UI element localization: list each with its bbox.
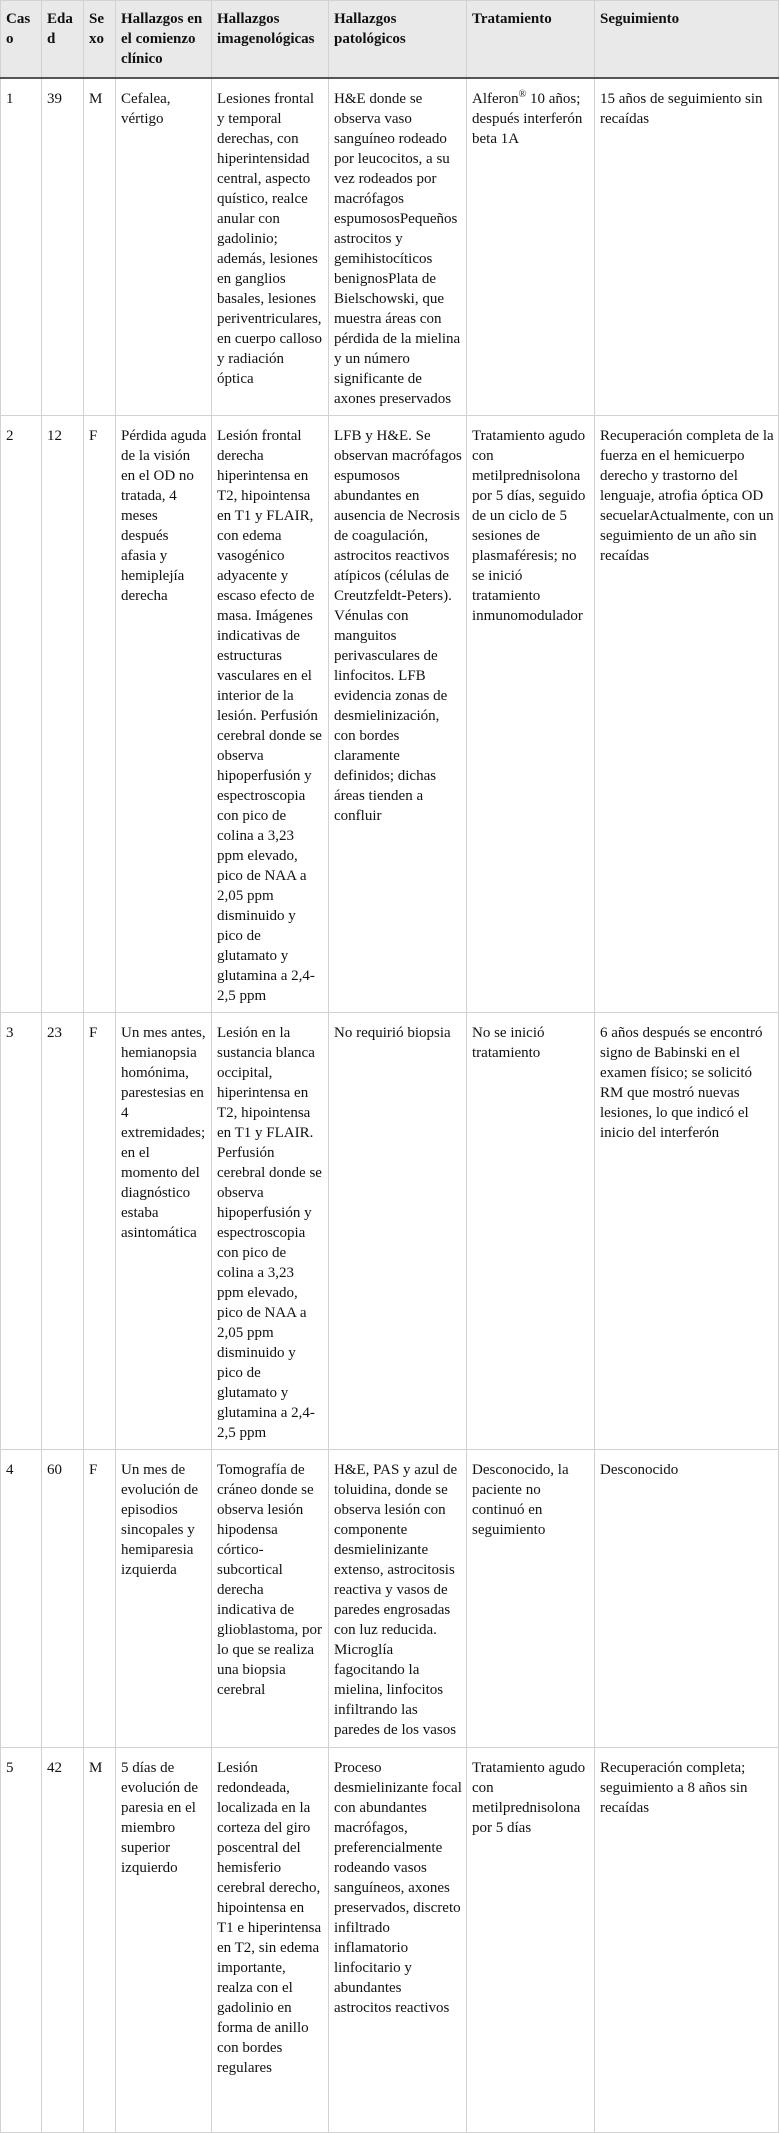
cell-follow-up: Recuperación completa de la fuerza en el hemicuerpo derecho y trastorno del lenguaje, atrofia óptica OD secuelarActualmente, con un seguimiento de un año sin recaídas — [595, 416, 779, 1013]
header-edad: Edad — [42, 1, 84, 79]
cell-follow-up: Desconocido — [595, 1450, 779, 1748]
cell-sexo: F — [84, 1013, 116, 1450]
cell-pathology-findings: H&E donde se observa vaso sanguíneo rodeado por leucocitos, a su vez rodeados por macrófagos espumososPequeños astrocitos y gemihistocíticos benignosPlata de Bielschowski, que muestra áreas con pérdida de la mielina y un número significante de axones preservados — [329, 78, 467, 416]
cell-caso: 2 — [1, 416, 42, 1013]
cell-edad: 42 — [42, 1748, 84, 2133]
treatment-text-b: 10 años; después interferón beta 1A — [472, 91, 583, 147]
cell-edad: 12 — [42, 416, 84, 1013]
cell-treatment: Tratamiento agudo con metilprednisolona por 5 días, seguido de un ciclo de 5 sesiones de plasmaféresis; no se inició tratamiento inmunomodulador — [467, 416, 595, 1013]
cell-sexo: M — [84, 1748, 116, 2133]
table-row — [1, 78, 779, 416]
header-clinical-findings: Hallazgos en el comienzo clínico — [116, 1, 212, 79]
cell-caso: 4 — [1, 1450, 42, 1748]
cell-imaging-findings: Lesión redondeada, localizada en la corteza del giro poscentral del hemisferio cerebral derecho, hipointensa en T1 e hiperintensa en T2, sin edema importante, realza con el gadolinio en forma de anillo con bordes regulares — [212, 1748, 329, 2133]
cell-pathology-findings: Proceso desmielinizante focal con abundantes macrófagos, preferencialmente rodeando vasos sanguíneos, axones preservados, discreto infiltrado inflamatorio linfocitario y abundantes astrocitos reactivos — [329, 1748, 467, 2133]
cell-pathology-findings: LFB y H&E. Se observan macrófagos espumosos abundantes en ausencia de Necrosis de coagulación, astrocitos reactivos atípicos (células de Creutzfeldt-Peters). Vénulas con manguitos perivasculares de linfocitos. LFB evidencia zonas de desmielinización, con bordes claramente definidos; dichas áreas tienden a confluir — [329, 416, 467, 1013]
cell-caso: 3 — [1, 1013, 42, 1450]
cell-sexo: F — [84, 416, 116, 1013]
cell-edad: 60 — [42, 1450, 84, 1748]
header-sexo: Sexo — [84, 1, 116, 79]
table-row — [1, 1748, 779, 2133]
cell-edad: 23 — [42, 1013, 84, 1450]
cell-treatment — [467, 78, 595, 416]
cell-sexo: M — [84, 78, 116, 416]
cell-imaging-findings: Lesión en la sustancia blanca occipital, hiperintensa en T2, hipointensa en T1 y FLAIR. Perfusión cerebral donde se observa hipoperfusión y espectroscopia con pico de colina a 3,23 ppm elevado, pico de NAA a 2,05 ppm disminuido y pico de glutamato y glutamina a 2,4-2,5 ppm — [212, 1013, 329, 1450]
cell-follow-up: 6 años después se encontró signo de Babinski en el examen físico; se solicitó RM que mostró nuevas lesiones, lo que indicó el inicio del interferón — [595, 1013, 779, 1450]
header-follow-up: Seguimiento — [595, 1, 779, 79]
cell-clinical-findings: Un mes antes, hemianopsia homónima, parestesias en 4 extremidades; en el momento del diagnóstico estaba asintomática — [116, 1013, 212, 1450]
cell-edad: 39 — [42, 78, 84, 416]
cell-follow-up: Recuperación completa; seguimiento a 8 años sin recaídas — [595, 1748, 779, 2133]
cell-clinical-findings: Cefalea, vértigo — [116, 78, 212, 416]
cell-imaging-findings: Lesión frontal derecha hiperintensa en T2, hipointensa en T1 y FLAIR, con edema vasogénico adyacente y escaso efecto de masa. Imágenes indicativas de estructuras vasculares en el interior de la lesión. Perfusión cerebral donde se observa hipoperfusión y espectroscopia con pico de colina a 3,23 ppm elevado, pico de NAA a 2,05 ppm disminuido y pico de glutamato y glutamina a 2,4-2,5 ppm — [212, 416, 329, 1013]
cell-caso: 5 — [1, 1748, 42, 2133]
table-row — [1, 1013, 779, 1450]
cell-clinical-findings: Pérdida aguda de la visión en el OD no tratada, 4 meses después afasia y hemipleјía derecha — [116, 416, 212, 1013]
table-row — [1, 416, 779, 1013]
cell-pathology-findings: No requirió biopsia — [329, 1013, 467, 1450]
cell-follow-up: 15 años de seguimiento sin recaídas — [595, 78, 779, 416]
cell-treatment: Tratamiento agudo con metilprednisolona por 5 días — [467, 1748, 595, 2133]
cell-caso: 1 — [1, 78, 42, 416]
treatment-text-a: Alferon — [472, 91, 519, 107]
cell-clinical-findings: Un mes de evolución de episodios sincopales y hemiparesia izquierda — [116, 1450, 212, 1748]
table-row — [1, 1450, 779, 1748]
header-pathology-findings: Hallazgos patológicos — [329, 1, 467, 79]
header-treatment: Tratamiento — [467, 1, 595, 79]
cell-imaging-findings: Tomografía de cráneo donde se observa lesión hipodensa córtico-subcortical derecha indicativa de glioblastoma, por lo que se realiza una biopsia cerebral — [212, 1450, 329, 1748]
registered-mark: ® — [518, 89, 527, 100]
header-imaging-findings: Hallazgos imagenológicas — [212, 1, 329, 79]
table-header-row — [1, 1, 779, 79]
cell-imaging-findings: Lesiones frontal y temporal derechas, con hiperintensidad central, aspecto quístico, realce anular con gadolinio; además, lesiones en ganglios basales, lesiones periventriculares, en cuerpo calloso y radiación óptica — [212, 78, 329, 416]
cell-clinical-findings: 5 días de evolución de paresia en el miembro superior izquierdo — [116, 1748, 212, 2133]
cell-pathology-findings: H&E, PAS y azul de toluidina, donde se observa lesión con componente desmielinizante extenso, astrocitosis reactiva y vasos de paredes engrosadas con luz reducida. Microglía fagocitando la mielina, linfocitos infiltrando las paredes de los vasos — [329, 1450, 467, 1748]
cell-treatment: No se inició tratamiento — [467, 1013, 595, 1450]
cell-treatment: Desconocido, la paciente no continuó en seguimiento — [467, 1450, 595, 1748]
cell-sexo: F — [84, 1450, 116, 1748]
header-caso: Caso — [1, 1, 42, 79]
